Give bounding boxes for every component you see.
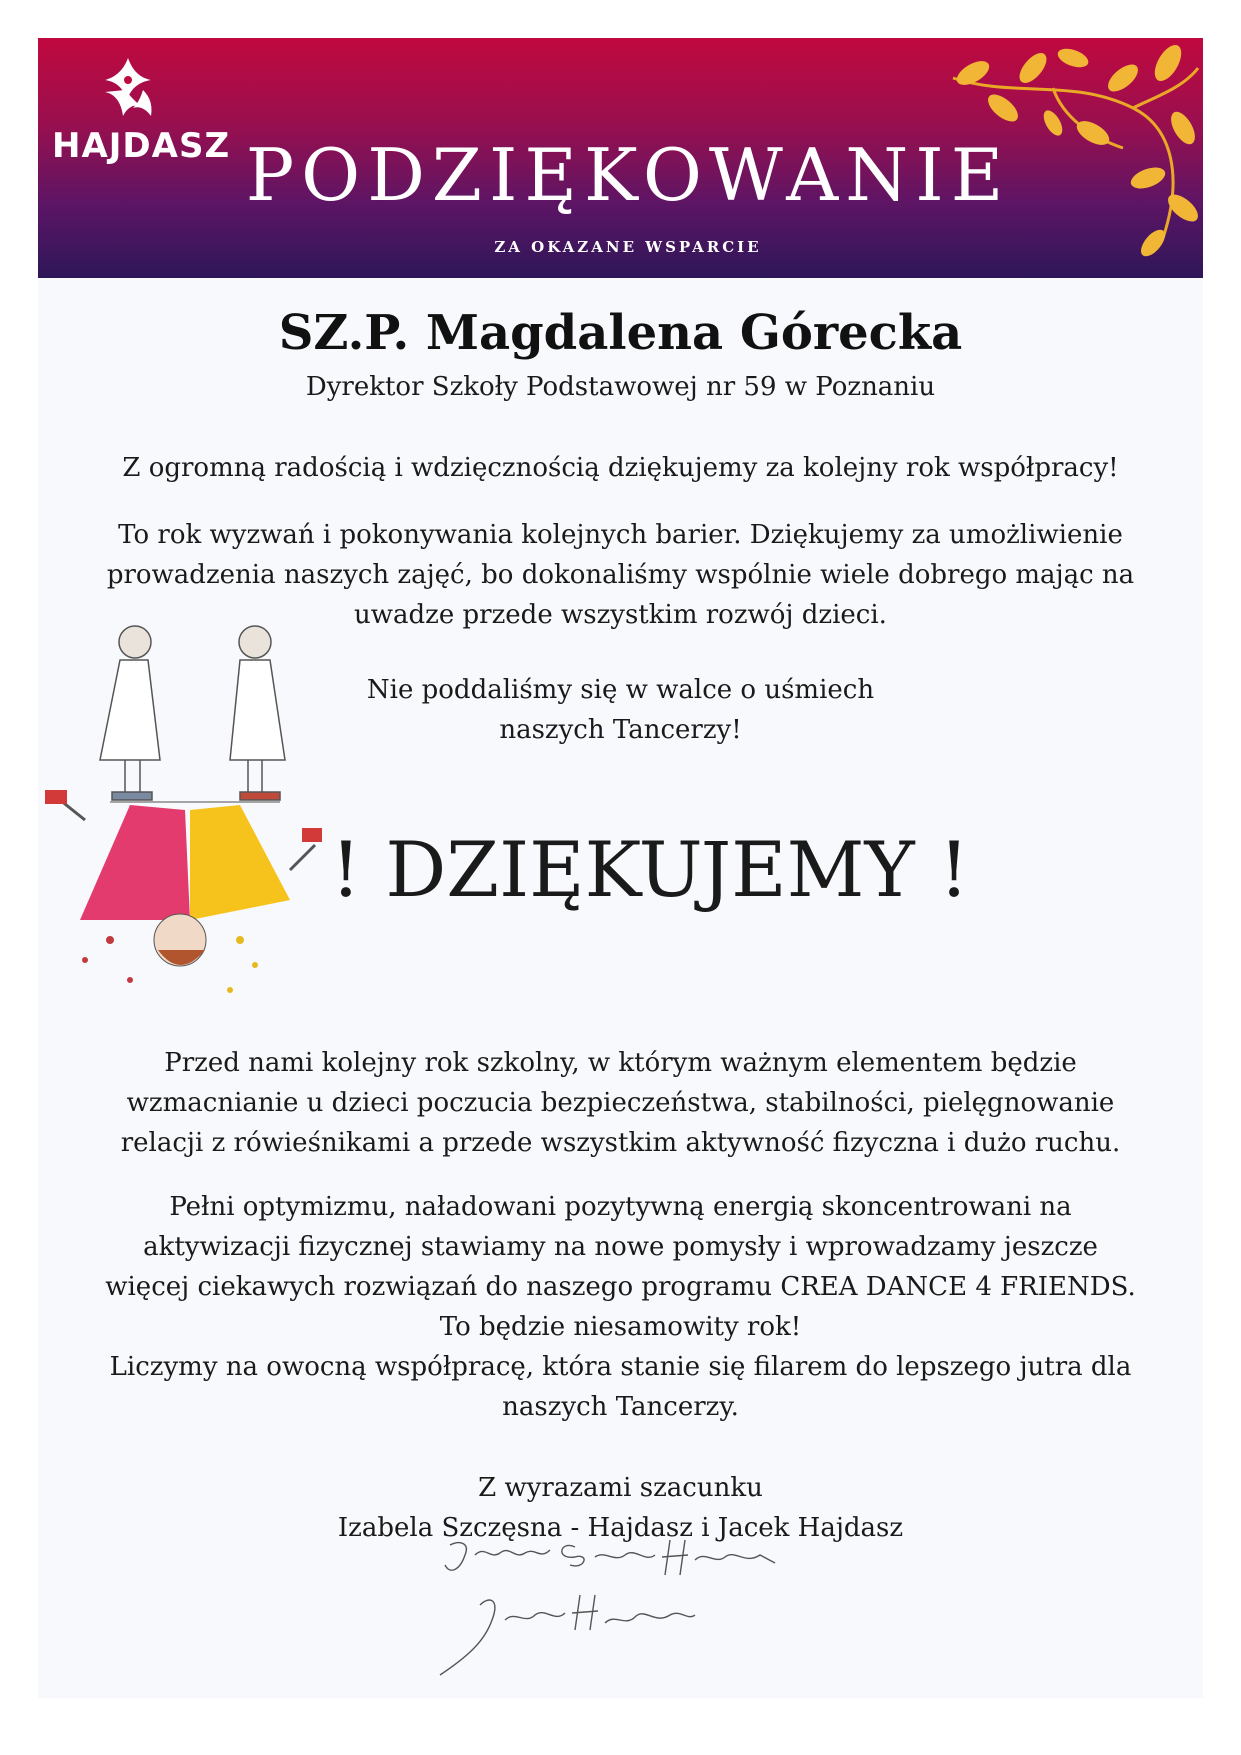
children-illustration-icon bbox=[40, 620, 330, 1030]
paragraph-optimism bbox=[38, 1187, 1203, 1427]
paragraph-next-year bbox=[38, 1043, 1203, 1163]
golden-leaves-icon bbox=[933, 38, 1203, 278]
dancer-logo-icon bbox=[83, 50, 173, 130]
paragraph-line: aktywizacji fizycznej stawiamy na nowe pomysły i wprowadzamy jeszcze bbox=[143, 1232, 1098, 1262]
paragraph-line: Przed nami kolejny rok szkolny, w którym ważnym elementem będzie bbox=[164, 1048, 1077, 1078]
banner-subtitle: ZA OKAZANE WSPARCIE bbox=[494, 238, 762, 256]
recipient-role: Dyrektor Szkoły Podstawowej nr 59 w Poznaniu bbox=[305, 372, 936, 402]
paragraph-line: To rok wyzwań i pokonywania kolejnych barier. Dziękujemy za umożliwienie bbox=[118, 520, 1123, 550]
closing-salutation: Z wyrazami szacunku bbox=[478, 1473, 763, 1503]
closing-signatories: Izabela Szczęsna - Hajdasz i Jacek Hajdasz bbox=[337, 1513, 904, 1543]
paragraph-challenges bbox=[38, 515, 1203, 635]
thanks-heading: ! DZIĘKUJEMY ! bbox=[330, 825, 970, 914]
brand-logo-text: HAJDASZ bbox=[52, 126, 231, 166]
paragraph-line: wzmacnianie u dzieci poczucia bezpieczeństwa, stabilności, pielęgnowanie bbox=[126, 1088, 1115, 1118]
paragraph-line: To będzie niesamowity rok! bbox=[439, 1312, 802, 1342]
paragraph-line: prowadzenia naszych zajęć, bo dokonaliśmy wspólnie wiele dobrego mając na bbox=[106, 560, 1135, 590]
paragraph-line: Nie poddaliśmy się w walce o uśmiech bbox=[366, 675, 875, 705]
banner-title: PODZIĘKOWANIE bbox=[245, 133, 1011, 217]
paragraph-line: Liczymy na owocną współpracę, która stanie się filarem do lepszego jutra dla bbox=[109, 1352, 1132, 1382]
header-banner bbox=[38, 38, 1203, 278]
paragraph-line: Pełni optymizmu, naładowani pozytywną energią skoncentrowani na bbox=[169, 1192, 1072, 1222]
handwritten-signatures-icon bbox=[430, 1535, 830, 1685]
paragraph-intro: Z ogromną radością i wdzięcznością dziękujemy za kolejny rok współpracy! bbox=[122, 453, 1119, 483]
paragraph-line: naszych Tancerzy! bbox=[499, 715, 742, 745]
paragraph-line: uwadze przede wszystkim rozwój dzieci. bbox=[354, 600, 887, 630]
paragraph-line: więcej ciekawych rozwiązań do naszego programu CREA DANCE 4 FRIENDS. bbox=[105, 1272, 1136, 1302]
recipient-name: SZ.P. Magdalena Górecka bbox=[278, 305, 963, 361]
paragraph-line: relacji z rówieśnikami a przede wszystkim aktywność fizyczna i dużo ruchu. bbox=[120, 1128, 1121, 1158]
paragraph-line: naszych Tancerzy. bbox=[502, 1392, 739, 1422]
